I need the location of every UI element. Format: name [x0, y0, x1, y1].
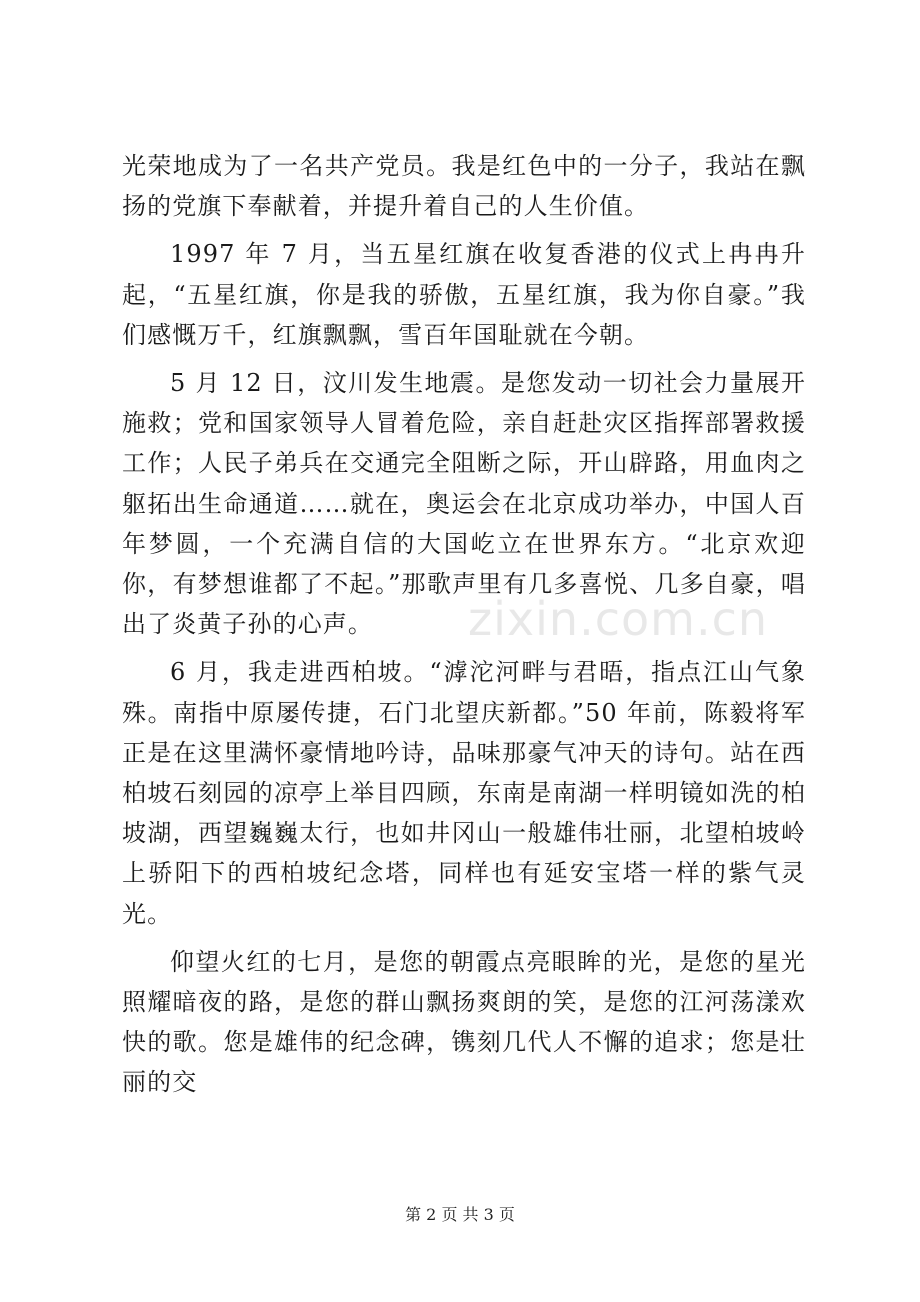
document-body — [122, 146, 806, 1111]
watermark: zixin.com.cn — [468, 592, 769, 646]
paragraph-4: 6 月，我走进西柏坡。“滹沱河畔与君晤，指点江山气象殊。南指中原屡传捷，石门北望庆新都。”50 年前，陈毅将军正是在这里满怀豪情地吟诗，品味那豪气冲天的诗句。站在西柏坡石刻园的凉亭上举目四顾，东南是南湖一样明镜如洗的柏坡湖，西望巍巍太行，也如井冈山一般雄伟壮丽，北望柏坡岭上骄阳下的西柏坡纪念塔，同样也有延安宝塔一样的紫气灵光。 — [122, 658, 806, 928]
paragraph-5: 仰望火红的七月，是您的朝霞点亮眼眸的光，是您的星光照耀暗夜的路，是您的群山飘扬爽朗的笑，是您的江河荡漾欢快的歌。您是雄伟的纪念碑，镌刻几代人不懈的追求；您是壮丽的交 — [122, 947, 806, 1097]
paragraph-3: 5 月 12 日，汶川发生地震。是您发动一切社会力量展开施救；党和国家领导人冒着危险，亲自赶赴灾区指挥部署救援工作；人民子弟兵在交通完全阻断之际，开山辟路，用血肉之躯拓出生命通道……就在，奥运会在北京成功举办，中国人百年梦圆，一个充满自信的大国屹立在世界东方。“北京欢迎你，有梦想谁都了不起。”那歌声里有几多喜悦、几多自豪，唱出了炎黄子孙的心声。 — [122, 369, 806, 639]
page-footer: 第 2 页 共 3 页 — [405, 1205, 515, 1224]
paragraph-2: 1997 年 7 月，当五星红旗在收复香港的仪式上冉冉升起，“五星红旗，你是我的骄傲，五星红旗，我为你自豪。”我们感慨万千，红旗飘飘，雪百年国耻就在今朝。 — [122, 240, 806, 349]
paragraph-1: 光荣地成为了一名共产党员。我是红色中的一分子，我站在飘扬的党旗下奉献着，并提升着自己的人生价值。 — [122, 152, 806, 221]
